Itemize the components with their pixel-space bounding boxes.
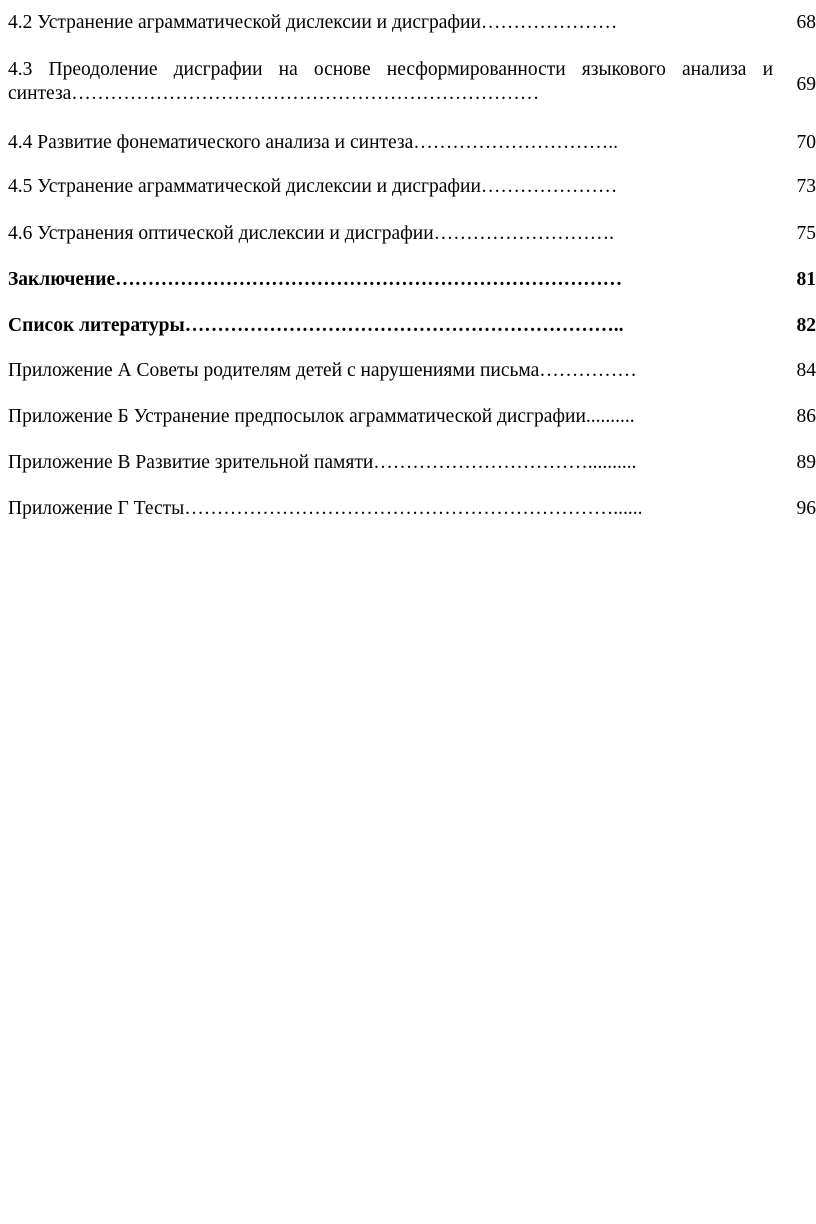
toc-entry-title: 4.4 Развитие фонематического анализа и синтеза………………………….. bbox=[8, 132, 619, 153]
toc-entry-title: Приложение А Советы родителям детей с нарушениями письма…………… bbox=[8, 360, 637, 381]
toc-entry-page: 68 bbox=[796, 12, 816, 33]
toc-entry-title: 4.3 Преодоление дисграфии на основе несформированности языкового анализа и синтеза……………………………………………………………… bbox=[8, 59, 773, 104]
toc-entry-page: 81 bbox=[796, 269, 816, 290]
toc-entry-page: 82 bbox=[796, 315, 816, 336]
toc-entry-page: 75 bbox=[796, 223, 816, 244]
toc-entry-title: Приложение Г Тесты…………………………………………………………...... bbox=[8, 498, 643, 519]
toc-entry-page: 96 bbox=[796, 498, 816, 519]
toc-entry-title: 4.6 Устранения оптической дислексии и дисграфии………………………. bbox=[8, 223, 615, 244]
toc-entry-title: Заключение…………………………………………………………………… bbox=[8, 269, 623, 290]
toc-entry-title: 4.2 Устранение аграмматической дислексии и дисграфии………………… bbox=[8, 12, 618, 33]
toc-entry-title: Список литературы………………………………………………………….. bbox=[8, 315, 624, 336]
toc-entry-title: Приложение Б Устранение предпосылок аграмматической дисграфии.......... bbox=[8, 406, 635, 427]
toc-entry-title: Приложение В Развитие зрительной памяти…………………………….......... bbox=[8, 452, 637, 473]
toc-entry-title: 4.5 Устранение аграмматической дислексии и дисграфии………………… bbox=[8, 176, 618, 197]
toc-entry-page: 73 bbox=[796, 176, 816, 197]
toc-entry-page: 84 bbox=[796, 360, 816, 381]
toc-entry-page: 70 bbox=[796, 132, 816, 153]
toc-entry-page: 69 bbox=[796, 74, 816, 95]
toc-entry-page: 89 bbox=[796, 452, 816, 473]
toc-entry-page: 86 bbox=[796, 406, 816, 427]
